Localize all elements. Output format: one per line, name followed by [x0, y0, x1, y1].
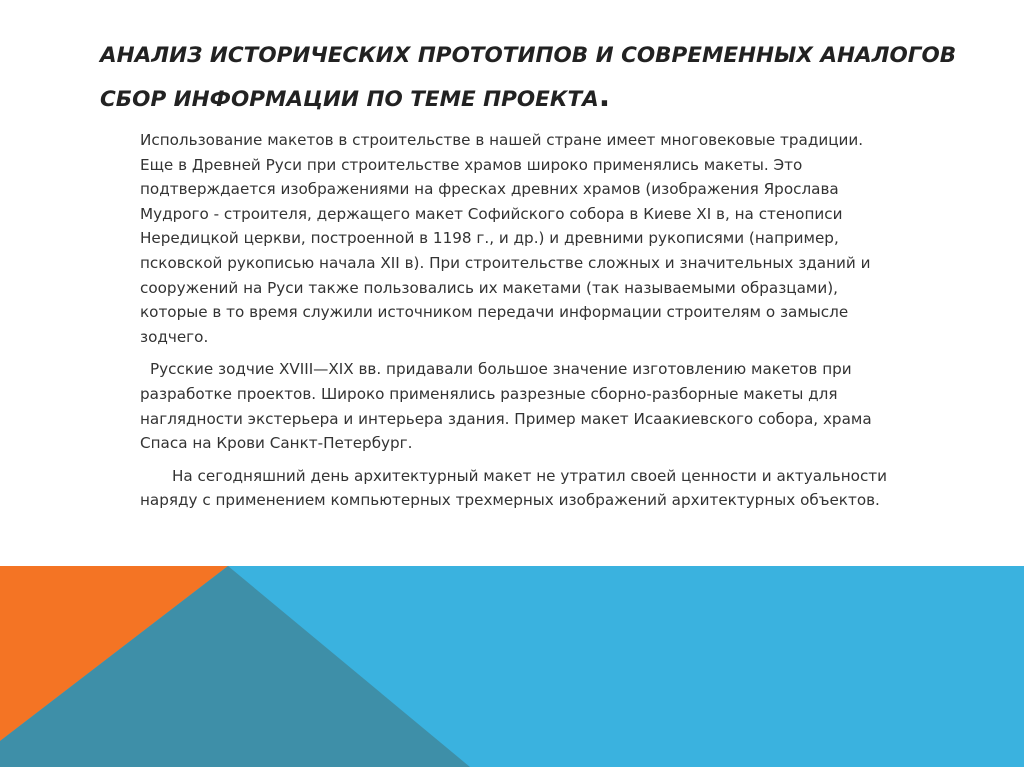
- paragraph-1: [140, 128, 940, 349]
- paragraph-line: Мудрого - строителя, держащего макет Софийского собора в Киеве XI в, на стенописи: [140, 204, 843, 223]
- paragraph-line: подтверждается изображениями на фресках древних храмов (изображения Ярослава: [140, 180, 839, 199]
- paragraph-line: На сегодняшний день архитектурный макет не утратил своей ценности и актуальности: [172, 466, 888, 485]
- paragraph-line: зодчего.: [140, 327, 209, 346]
- slide-title: [100, 34, 960, 122]
- title-line-1: АНАЛИЗ ИСТОРИЧЕСКИХ ПРОТОТИПОВ И СОВРЕМЕННЫХ АНАЛОГОВ: [100, 43, 957, 68]
- title-period: .: [598, 79, 611, 114]
- paragraph-line: наглядности экстерьера и интерьера здания. Пример макет Исаакиевского собора, храма: [140, 409, 872, 428]
- paragraph-2: [140, 357, 940, 455]
- paragraph-line: наряду с применением компьютерных трехмерных изображений архитектурных объектов.: [140, 491, 880, 510]
- decorative-bottom-band: [0, 566, 1024, 767]
- paragraph-line: Использование макетов в строительстве в нашей стране имеет многовековые традиции.: [140, 131, 864, 149]
- paragraph-line: разработке проектов. Широко применялись разрезные сборно-разборные макеты для: [140, 384, 838, 403]
- paragraph-line: Нередицкой церкви, построенной в 1198 г., и др.) и древними рукописями (например,: [140, 229, 839, 248]
- paragraph-3: [140, 464, 940, 513]
- paragraph-line: Еще в Древней Руси при строительстве храмов широко применялись макеты. Это: [140, 155, 803, 174]
- paragraph-line: сооружений на Руси также пользовались их макетами (так называемыми образцами),: [140, 278, 839, 297]
- body-text: [140, 128, 940, 521]
- title-line-2-text: СБОР ИНФОРМАЦИИ ПО ТЕМЕ ПРОЕКТА: [100, 87, 599, 112]
- paragraph-line: псковской рукописью начала XII в). При строительстве сложных и значительных зданий и: [140, 253, 871, 272]
- paragraph-line: которые в то время служили источником передачи информации строителям о замысле: [140, 303, 849, 322]
- paragraph-line: Русские зодчие XVIII—XIX вв. придавали большое значение изготовлению макетов при: [150, 360, 852, 379]
- title-line-2: [100, 78, 960, 122]
- paragraph-line: Спаса на Крови Санкт-Петербург.: [140, 434, 413, 453]
